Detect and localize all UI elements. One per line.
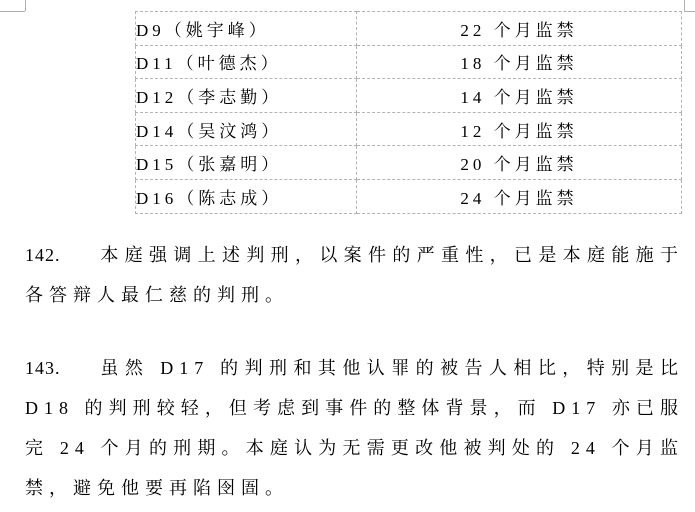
- text-boundary-mark-top-right-vertical: [684, 0, 685, 11]
- sentence-cell: 20 个月监禁: [357, 146, 682, 180]
- defendant-cell: D16（陈志成）: [136, 179, 357, 213]
- defendant-sentence-table: [135, 11, 682, 214]
- sentence-cell: 14 个月监禁: [357, 79, 682, 113]
- table-row: [136, 112, 682, 146]
- sentence-cell: 24 个月监禁: [357, 179, 682, 213]
- paragraph-142: [25, 235, 684, 315]
- defendant-cell: D14（吴汶鸿）: [136, 112, 357, 146]
- body-text: [25, 235, 684, 508]
- table-row: [136, 12, 682, 46]
- paragraph-text: 虽然 D17 的判刑和其他认罪的被告人相比，特别是比 D18 的判刑较轻，但考虑到事件的整体背景，而 D17 亦已服完 24 个月的刑期。本庭认为无需更改他被判处的 24 个月监禁，避免他要再陷囹圄。: [25, 358, 684, 498]
- sentence-cell: 12 个月监禁: [357, 112, 682, 146]
- paragraph-text: 本庭强调上述判刑，以案件的严重性，已是本庭能施于各答辩人最仁慈的判刑。: [25, 245, 684, 305]
- table-row: [136, 179, 682, 213]
- defendant-cell: D9（姚宇峰）: [136, 12, 357, 46]
- defendant-cell: D12（李志勤）: [136, 79, 357, 113]
- text-boundary-mark-top-left-vertical: [25, 0, 26, 11]
- paragraph-number: 142.: [25, 245, 61, 265]
- table-row: [136, 45, 682, 79]
- sentence-cell: 22 个月监禁: [357, 12, 682, 46]
- sentence-cell: 18 个月监禁: [357, 45, 682, 79]
- table-row: [136, 79, 682, 113]
- defendant-cell: D11（叶德杰）: [136, 45, 357, 79]
- paragraph-number: 143.: [25, 358, 61, 378]
- defendant-cell: D15（张嘉明）: [136, 146, 357, 180]
- paragraph-143: [25, 348, 684, 508]
- table-row: [136, 146, 682, 180]
- text-boundary-mark-top-right-horizontal: [684, 11, 695, 12]
- text-boundary-mark-top-left-horizontal: [0, 11, 25, 12]
